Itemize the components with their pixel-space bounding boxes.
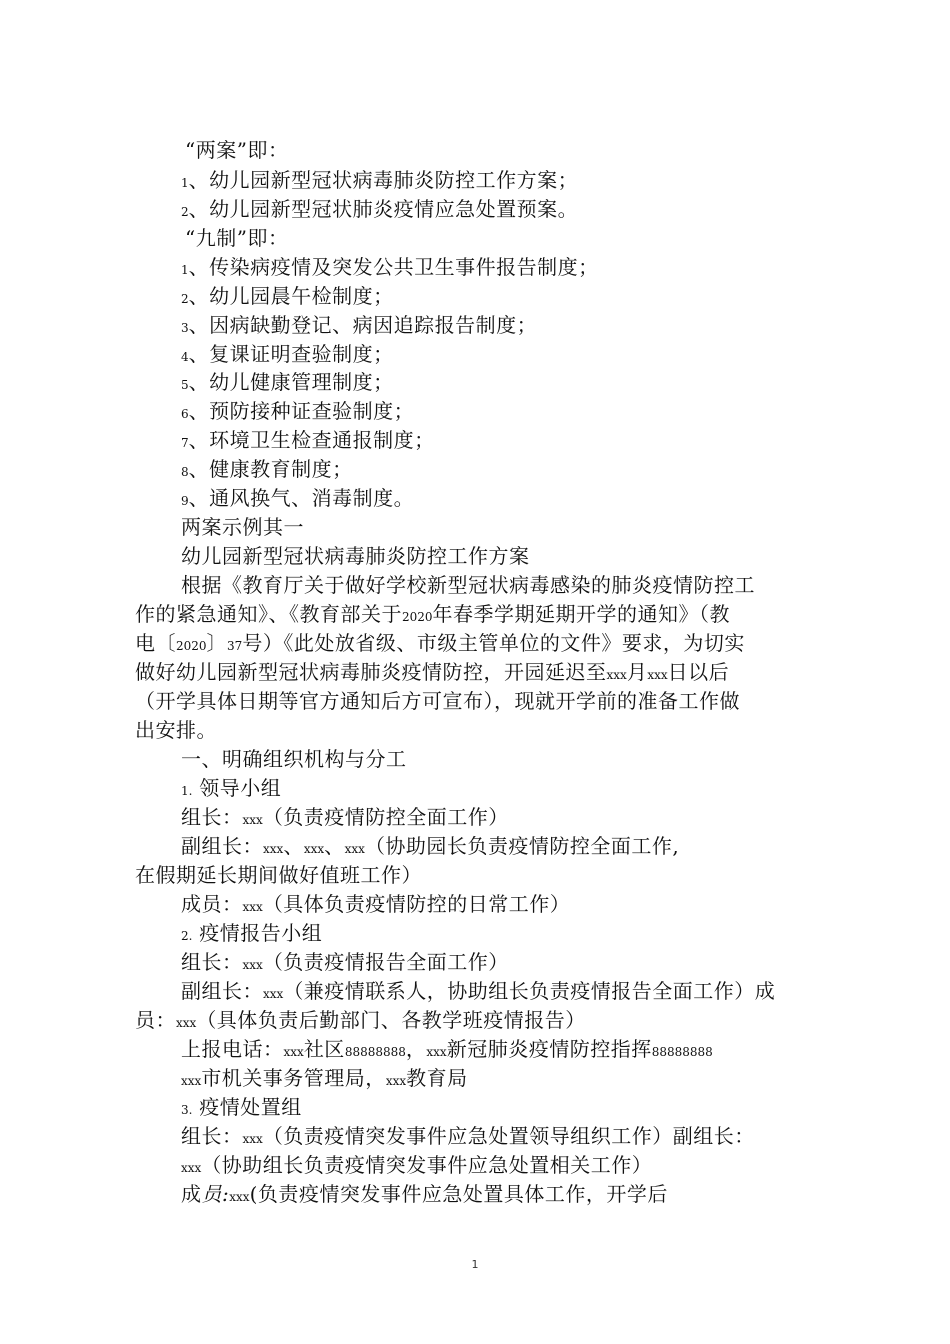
text-line: 1、幼儿园新型冠状病毒肺炎防控工作方案； bbox=[181, 168, 579, 192]
text-line: 幼儿园新型冠状病毒肺炎防控工作方案 bbox=[181, 544, 530, 568]
text-line: 3. 疫情处置组 bbox=[181, 1095, 302, 1119]
text-line: 3、因病缺勤登记、病因追踪报告制度； bbox=[181, 313, 538, 337]
text-line: （开学具体日期等官方通知后方可宣布），现就开学前的准备工作做 bbox=[135, 689, 740, 713]
text-line: 9、通风换气、消毒制度。 bbox=[181, 486, 415, 510]
text-line: 出安排。 bbox=[135, 718, 217, 742]
text-line: 电〔2020〕37号）《此处放省级、市级主管单位的文件》要求，为切实 bbox=[135, 631, 745, 655]
text-line: 2、幼儿园晨午检制度； bbox=[181, 284, 394, 308]
text-line: 5、幼儿健康管理制度； bbox=[181, 370, 394, 394]
page-number: 1 bbox=[471, 1258, 479, 1271]
text-line: xxx市机关事务管理局，xxx教育局 bbox=[181, 1066, 468, 1090]
text-line: 作的紧急通知》、《教育部关于2020年春季学期延期开学的通知》（教 bbox=[135, 602, 731, 626]
text-line: “九制”即： bbox=[185, 226, 289, 250]
text-line: 副组长：xxx（兼疫情联系人，协助组长负责疫情报告全面工作）成 bbox=[181, 979, 776, 1003]
text-line: 4、复课证明查验制度； bbox=[181, 342, 394, 366]
text-line: 6、预防接种证查验制度； bbox=[181, 399, 415, 423]
text-line: 两案示例其一 bbox=[181, 515, 304, 539]
text-line: 做好幼儿园新型冠状病毒肺炎疫情防控，开园延迟至xxx月xxx日以后 bbox=[135, 660, 730, 684]
text-line: 成员:xxx(负责疫情突发事件应急处置具体工作，开学后 bbox=[181, 1182, 668, 1206]
text-line: xxx（协助组长负责疫情突发事件应急处置相关工作） bbox=[181, 1153, 653, 1177]
text-line: 一、明确组织机构与分工 bbox=[181, 747, 407, 771]
text-line: 副组长：xxx、xxx、xxx（协助园长负责疫情防控全面工作, bbox=[181, 834, 680, 858]
text-line: 7、环境卫生检查通报制度； bbox=[181, 428, 435, 452]
text-line: 上报电话：xxx社区88888888，xxx新冠肺炎疫情防控指挥88888888 bbox=[181, 1037, 713, 1061]
text-line: 2. 疫情报告小组 bbox=[181, 921, 323, 945]
text-line: 组长：xxx（负责疫情报告全面工作） bbox=[181, 950, 509, 974]
text-line: 2、幼儿园新型冠状肺炎疫情应急处置预案。 bbox=[181, 197, 579, 221]
text-line: 1、传染病疫情及突发公共卫生事件报告制度； bbox=[181, 255, 599, 279]
text-line: 1. 领导小组 bbox=[181, 776, 282, 800]
text-line: 根据《教育厅关于做好学校新型冠状病毒感染的肺炎疫情防控工 bbox=[181, 573, 755, 597]
text-line: 组长：xxx（负责疫情突发事件应急处置领导组织工作）副组长： bbox=[181, 1124, 755, 1148]
text-line: 组长：xxx（负责疫情防控全面工作） bbox=[181, 805, 509, 829]
text-line: 成员：xxx（具体负责疫情防控的日常工作） bbox=[181, 892, 571, 916]
text-line: 8、健康教育制度； bbox=[181, 457, 353, 481]
text-line: “两案”即： bbox=[185, 138, 289, 162]
text-line: 在假期延长期间做好值班工作） bbox=[135, 863, 422, 887]
text-line: 员：xxx（具体负责后勤部门、各教学班疫情报告） bbox=[135, 1008, 586, 1032]
